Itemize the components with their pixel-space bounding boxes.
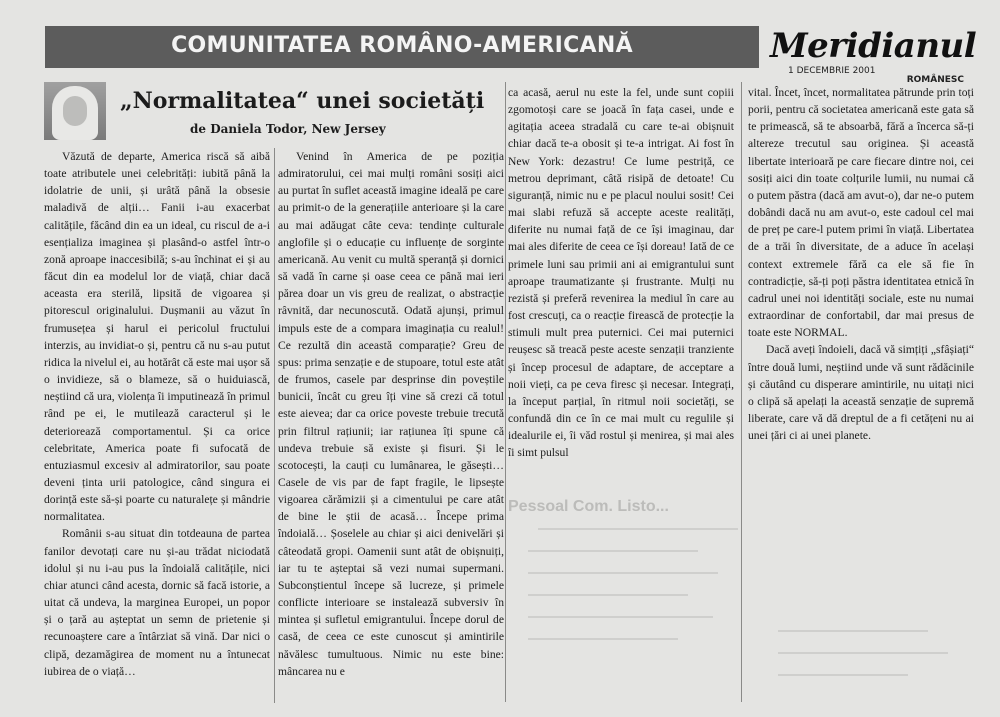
article-column-3 bbox=[508, 84, 734, 472]
section-banner bbox=[45, 26, 759, 68]
bleed-through-text bbox=[508, 480, 968, 700]
article-byline: de Daniela Todor, New Jersey bbox=[190, 122, 386, 136]
column-divider bbox=[505, 82, 506, 702]
issue-date: 1 DECEMBRIE 2001 bbox=[788, 66, 876, 76]
author-photo bbox=[44, 82, 106, 140]
bleed-through-title: Pessoal Com. Listo... bbox=[508, 498, 669, 515]
newspaper-logo: Meridianul bbox=[770, 26, 977, 66]
newspaper-subtitle: ROMÂNESC bbox=[906, 75, 964, 85]
paragraph: Venind în America de pe poziția admiratorului, cei mai mulți români sosiți aici au purtat în suflet această imagine ideală pe care au primit-o de la generațiile anterioare și la care au mai adăugat câte ceva: tendințe culturale anglofile și o educație cu influențe de sorginte americană. Au venit cu multă speranță și dornici să vadă în carne și oase ceea ce până mai ieri părea doar un vis greu de realizat, o abstracție râvnită, dar necunoscută. Odată ajunși, primul impuls este de a compara imaginația cu realul! Ce rezultă din această comparație? Greu de spus: prima senzație e de stupoare, totul este atât de frumos, casele par desprinse din poveștile bunicii, încât cu greu îți vine să crezi că totul este aievea; dar ca orice poveste trebuie trecută prin filtrul rațiunii; iar rațiunea îți spune că undeva trebuie să existe și fisuri. Și le scotocești, la cauți cu lumânarea, le găsești… Casele de vis par de fapt fragile, le lipsește vigoarea cărămizii și a cimentului pe care atât de bine le știi de acasă… Începe prima îndoială… Șoselele au chiar și aici denivelări și câteodată gropi. Oamenii sunt atât de obișnuiți, iar tu te așteptai să vezi numai supermani. Subconștientul începe să lucreze, și primele conflicte interioare se instalează subversiv în mintea și sufletul emigrantului. Începe dorul de casă, de ceea ce este cunoscut și amintirile năvălesc tumultuous. Nimic nu este bine: mâncarea nu e bbox=[278, 150, 504, 678]
article-title: „Normalitatea“ unei societăți bbox=[120, 88, 485, 114]
column-divider bbox=[274, 148, 275, 703]
paragraph: Românii s-au situat din totdeauna de partea fanilor devotați care nu și-au trădat niciodată idolul și nu i-au pus la îndoială calitățile, nici chiar atunci când acesta, dornic să facă istorie, a uitat că undeva, la marginea Europei, un popor și o țară au așteptat un semn de prietenie și recunoaștere care a întârziat să vină. Dar nici o clipă, dezamăgirea de moment nu a întunecat iubirea de o viață… bbox=[44, 527, 270, 678]
paragraph: Văzută de departe, America riscă să aibă toate atributele unei celebrități: iubită până la idolatrie de unii, și urâtă până la obsesie maladivă de alții… Fanii i-au exacerbat calitățile, făcând din ea un ideal, cu riscul de a-i esențializa imaginea și plasând-o astfel într-o zonă aproape inaccesibilă; s-au închinat ei și au făcut din ea modelul lor de viață, chiar dacă aceasta era sterilă, lipsită de vigoarea și pitorescul originalului. Dușmanii au văzut în frumusețea și harul ei pericolul fructului interzis, au invidiat-o și, pentru că nu s-au putut ridica la nivelul ei, au hotărât că este mai ușor să o invidieze, să o blameze, să o huiduiască, neștiind că ura, violența îi imputinează în primul rând pe ei, le mutilează caracterul și le deteriorează comportamentul. Și ca orice celebritate, America poate fi sufocată de entuziasmul excesiv al admiratorilor, sau poate deveni ținta urii patologice, când singura ei dorință este să-și poarte cu naturalețe și mândrie normalitatea. bbox=[44, 150, 270, 524]
article-column-2 bbox=[278, 148, 504, 703]
paragraph: vital. Încet, încet, normalitatea pătrunde prin toți porii, pentru că societatea americană este gata să te primească, să te absoarbă, fără a încerca să-ți altereze trecutul sau originea. Și această libertate interioară pe care fiecare dintre noi, cei sosiți aici din toate colțurile lumii, nu numai că o putem păstra (dacă am avut-o), dar ne-o putem dobândi dacă nu am avut-o, este cadoul cel mai de preț pe care-l putem primi în viață. Libertatea de a trăi în diversitate, de a aduce în același context extremele fără ca ele să fie în contradicție, să-ți poți păstra identitatea etnică în cadrul unei noi identități sociale, este nu numai extraordinar de confortabil, dar mai presus de toate este NORMAL. bbox=[748, 86, 974, 340]
article-column-1 bbox=[44, 148, 270, 703]
paragraph: Dacă aveți îndoieli, dacă vă simțiți „sfâșiați“ între două lumi, neștiind unde vă sunt rădăcinile și căutând cu disperare amintirile, nu uitați nici o clipă să apelați la această senzație de supremă liberate, care vă dă dreptul de a fi cetățeni nu ai unei țări ci ai unei planete. bbox=[748, 343, 974, 443]
section-title: COMUNITATEA ROMÂNO-AMERICANĂ bbox=[171, 33, 633, 58]
masthead bbox=[770, 26, 990, 85]
paragraph: ca acasă, aerul nu este la fel, unde sunt copiii zgomotoși care se joacă în fața casei, unde e agitația aceea stradală cu care te-ai obișnuit chiar dacă te-a obosit și te-a intrigat. Ai fost în New York: dezastru! Ce lume pestriță, ce metrou deprimant, câtă risipă de detoate! Cu siguranță, nimic nu e pe placul noului sosit! Cei mai slabi refuză să accepte aceste realități, diferite nu numai față de ce își imaginau, dar mai ales diferite de ceea ce își doreau! Iată de ce primele luni sau primii ani ai emigrantului sunt aproape traumatizante și frustrante. Mulți nu rezistă și preferă revenirea la mediul în care au fost crescuți, ca o reacție firească de protecție la stimuli mult prea puternici. Cei mai puternici reușesc să treacă peste aceste senzații tranziente și încep procesul de adaptare, de acceptare a noii vieți, ca pe ceva firesc și necesar. Integrați, la început parțial, în ritmul noii societăți, se confundă din ce în ce mai mult cu regulile și idealurile ei, îi văd rostul și menirea, și mai ales îi simt pulsul bbox=[508, 86, 734, 460]
article-column-4 bbox=[748, 84, 974, 456]
